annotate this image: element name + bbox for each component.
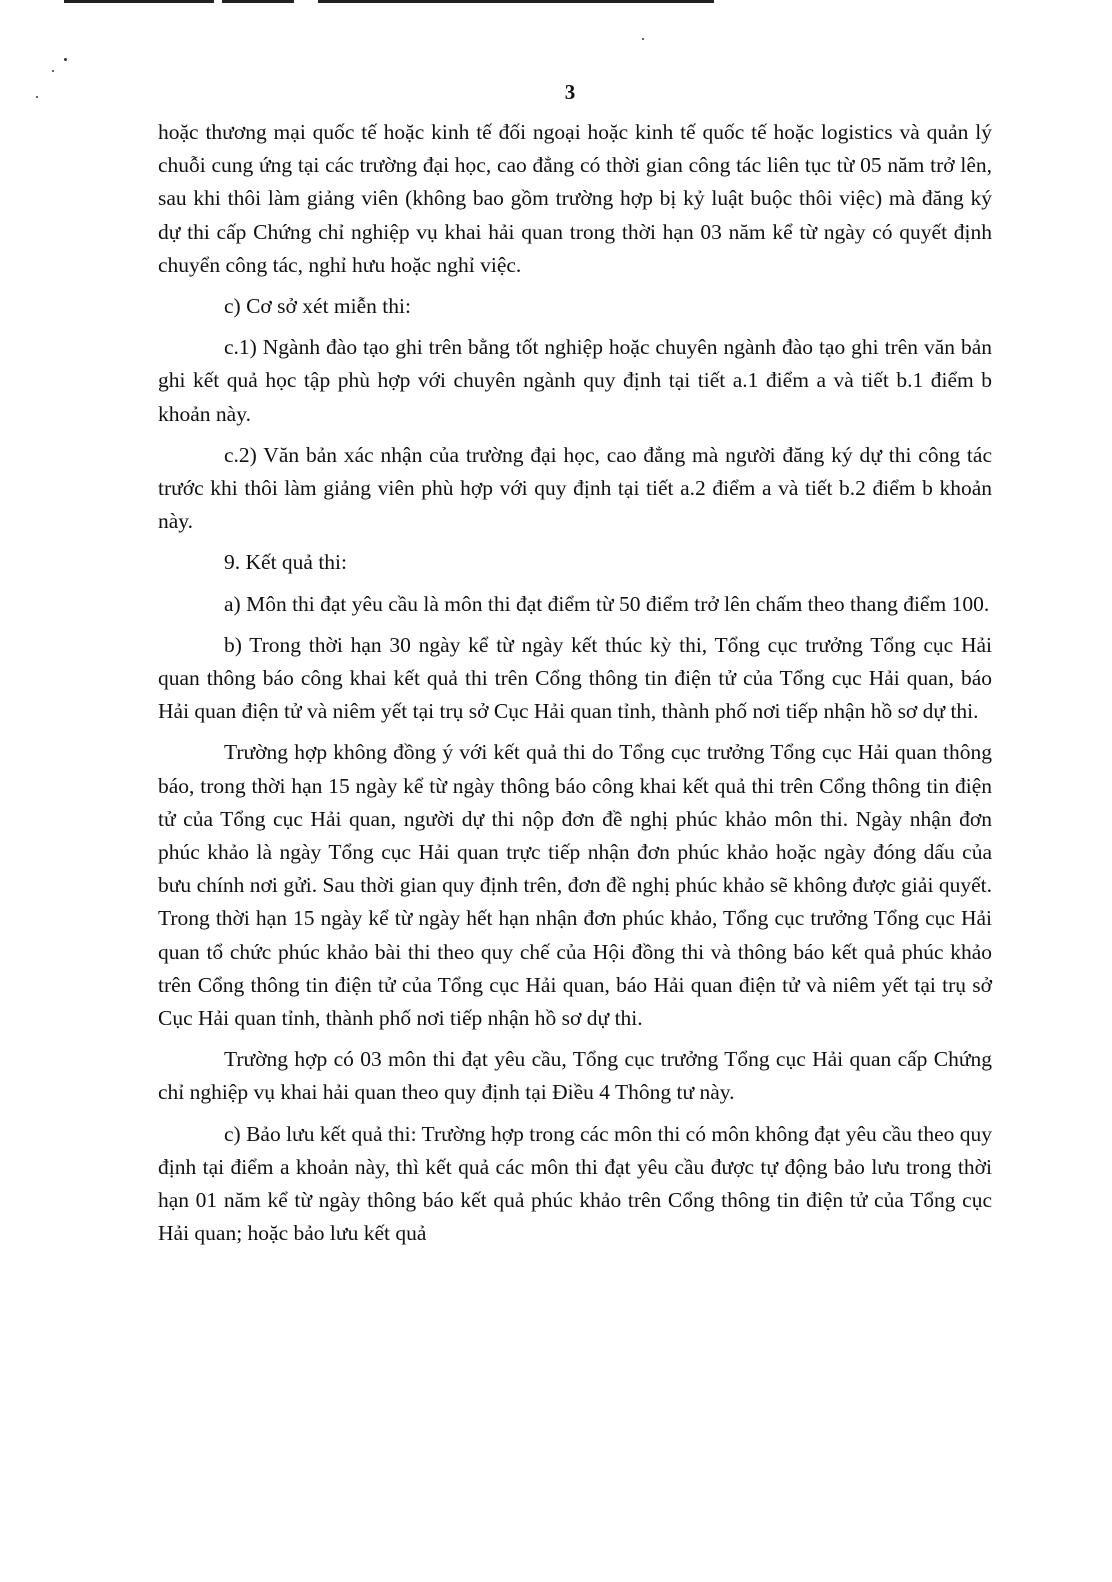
scan-speck: [52, 70, 54, 72]
scan-top-line-left: [64, 0, 214, 3]
document-body: [158, 116, 992, 1259]
paragraph-c1: c.1) Ngành đào tạo ghi trên bằng tốt nghiệp hoặc chuyên ngành đào tạo ghi trên văn bản ghi kết quả học tập phù hợp với chuyên ngành quy định tại tiết a.1 điểm a và tiết b.1 điểm b khoản này.: [158, 335, 992, 426]
paragraph-c2: c.2) Văn bản xác nhận của trường đại học, cao đẳng mà người đăng ký dự thi công tác trước khi thôi làm giảng viên phù hợp với quy định tại tiết a.2 điểm a và tiết b.2 điểm b khoản này.: [158, 442, 992, 534]
scan-top-line-mid: [222, 0, 294, 3]
paragraph-appeal: Trường hợp không đồng ý với kết quả thi do Tổng cục trưởng Tổng cục Hải quan thông báo, trong thời hạn 15 ngày kể từ ngày thông báo công khai kết quả thi trên Cổng thông tin điện tử của Tổng cục Hải quan, người dự thi nộp đơn đề nghị phúc khảo môn thi. Ngày nhận đơn phúc khảo là ngày Tổng cục Hải quan trực tiếp nhận đơn phúc khảo hoặc ngày đóng dấu của bưu chính nơi gửi. Sau thời gian quy định trên, đơn đề nghị phúc khảo sẽ không được giải quyết. Trong thời hạn 15 ngày kể từ ngày hết hạn nhận đơn phúc khảo, Tổng cục trưởng Tổng cục Hải quan tổ chức phúc khảo bài thi theo quy chế của Hội đồng thi và thông báo kết quả phúc khảo trên Cổng thông tin điện tử của Tổng cục Hải quan, báo Hải quan điện tử và niêm yết tại trụ sở Cục Hải quan tỉnh, thành phố nơi tiếp nhận hồ sơ dự thi.: [158, 740, 992, 1031]
scan-speck: [64, 58, 67, 61]
paragraph-continuation: hoặc thương mại quốc tế hoặc kinh tế đối ngoại hoặc kinh tế quốc tế hoặc logistics và quản lý chuỗi cung ứng tại các trường đại học, cao đẳng có thời gian công tác liên tục từ 05 năm trở lên, sau khi thôi làm giảng viên (không bao gồm trường hợp bị kỷ luật buộc thôi việc) mà đăng ký dự thi cấp Chứng chỉ nghiệp vụ khai hải quan trong thời hạn 03 năm kể từ ngày có quyết định chuyển công tác, nghỉ hưu hoặc nghỉ việc.: [158, 120, 992, 277]
paragraph-9c: c) Bảo lưu kết quả thi: Trường hợp trong các môn thi có môn không đạt yêu cầu theo quy định tại điểm a khoản này, thì kết quả các môn thi đạt yêu cầu được tự động bảo lưu trong thời hạn 01 năm kể từ ngày thông báo kết quả phúc khảo trên Cổng thông tin điện tử của Tổng cục Hải quan; hoặc bảo lưu kết quả: [158, 1121, 992, 1246]
paragraph-c-heading: c) Cơ sở xét miễn thi:: [224, 294, 411, 319]
scan-speck: [642, 38, 644, 40]
paragraph-9b: b) Trong thời hạn 30 ngày kể từ ngày kết thúc kỳ thi, Tổng cục trưởng Tổng cục Hải quan thông báo công khai kết quả thi trên Cổng thông tin điện tử của Tổng cục Hải quan, báo Hải quan điện tử và niêm yết tại trụ sở Cục Hải quan tỉnh, thành phố nơi tiếp nhận hồ sơ dự thi.: [158, 632, 992, 724]
scan-top-line-right: [318, 0, 714, 3]
paragraph-9a: a) Môn thi đạt yêu cầu là môn thi đạt điểm từ 50 điểm trở lên chấm theo thang điểm 100.: [224, 591, 990, 616]
paragraph-certificate: Trường hợp có 03 môn thi đạt yêu cầu, Tổng cục trưởng Tổng cục Hải quan cấp Chứng chỉ nghiệp vụ khai hải quan theo quy định tại Điều 4 Thông tư này.: [158, 1047, 992, 1105]
page-number: 3: [564, 80, 576, 104]
paragraph-9-heading: 9. Kết quả thi:: [224, 550, 348, 575]
